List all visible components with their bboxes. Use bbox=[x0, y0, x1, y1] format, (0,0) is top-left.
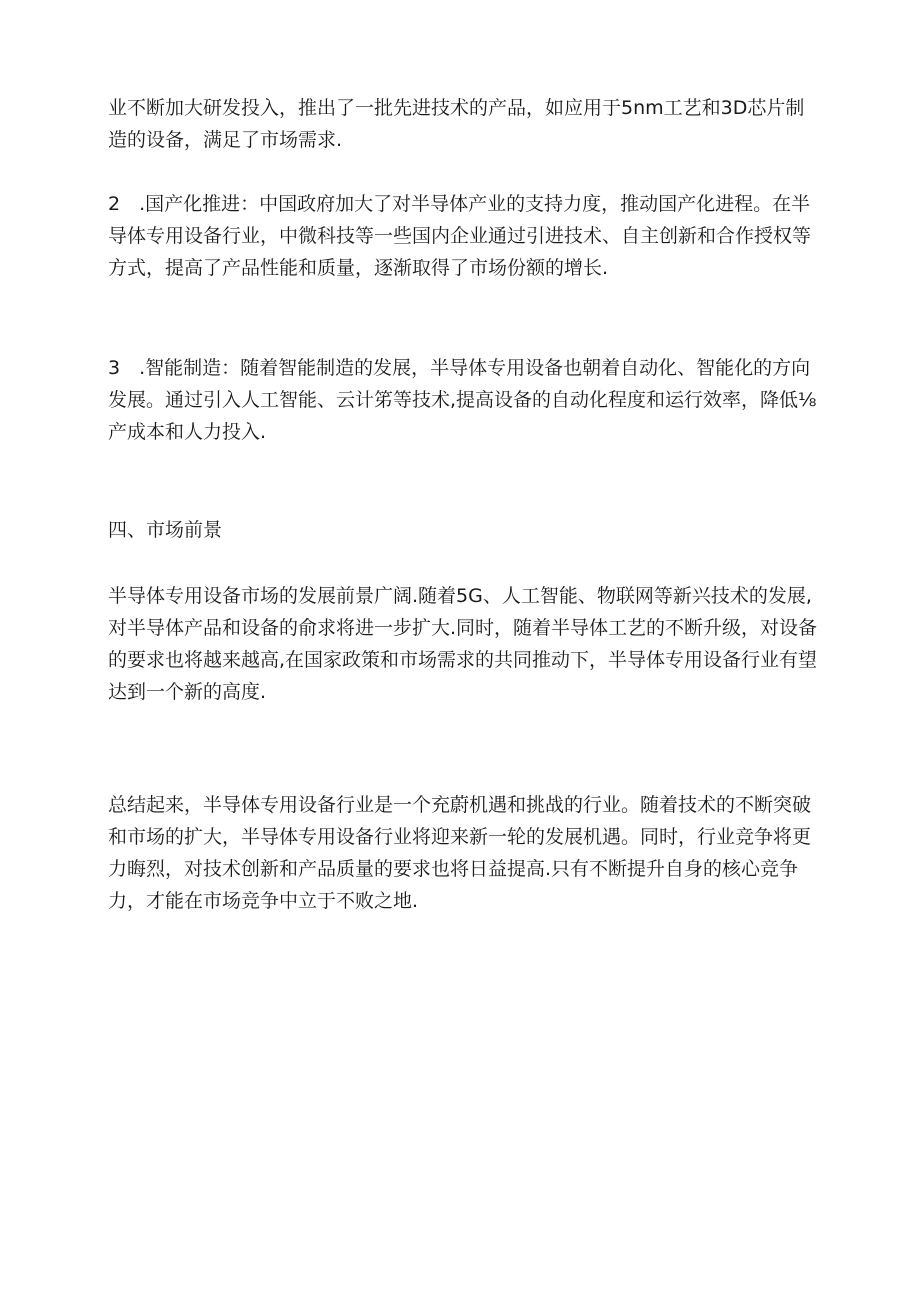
paragraph-rd-investment: 业不断加大研发投入，推出了一批先进技术的产品，如应用于5nm工艺和3D芯片制造的设备，满足了市场需求. bbox=[108, 97, 805, 151]
paragraph-market-outlook: 半导体专用设备市场的发展前景广阔.随着5G、人工智能、物联网等新兴技术的发展,对半导体产品和设备的俞求将进一步扩大.同时，随着半导体工艺的不断升级，对设备的要求也将越来越高,在国家政策和市场需求的共同推动下，半导体专用设备行业有望达到一个新的高度. bbox=[108, 585, 818, 703]
paragraph-conclusion: 总结起来，半导体专用设备行业是一个充蔚机遇和挑战的行业。随着技术的不断突破和市场的扩大，半导体专用设备行业将迎来新一轮的发展机遇。同时，行业竞争将更力晦烈，对技术创新和产品质量的要求也将日益提高.只有不断提升自身的核心竞争力，才能在市场竞争中立于不败之地. bbox=[108, 794, 812, 912]
paragraph-smart-manufacturing: 3 .智能制造：随着智能制造的发展，半导体专用设备也朝着自动化、智能化的方向发展。通过引入人工智能、云计笫等技术,提高设备的自动化程度和运行效率，降低⅛产成本和人力投入. bbox=[108, 357, 817, 443]
paragraph-localization: 2 .国产化推进：中国政府加大了对半导体产业的支持力度，推动国产化进程。在半导体专用设备行业，中微科技等一些国内企业通过引进技术、自主创新和合作授权等方式，提高了产品性能和质量，逐渐取得了市场份额的增长. bbox=[108, 193, 812, 279]
section-heading-market-outlook: 四、市场前景 bbox=[108, 519, 223, 541]
